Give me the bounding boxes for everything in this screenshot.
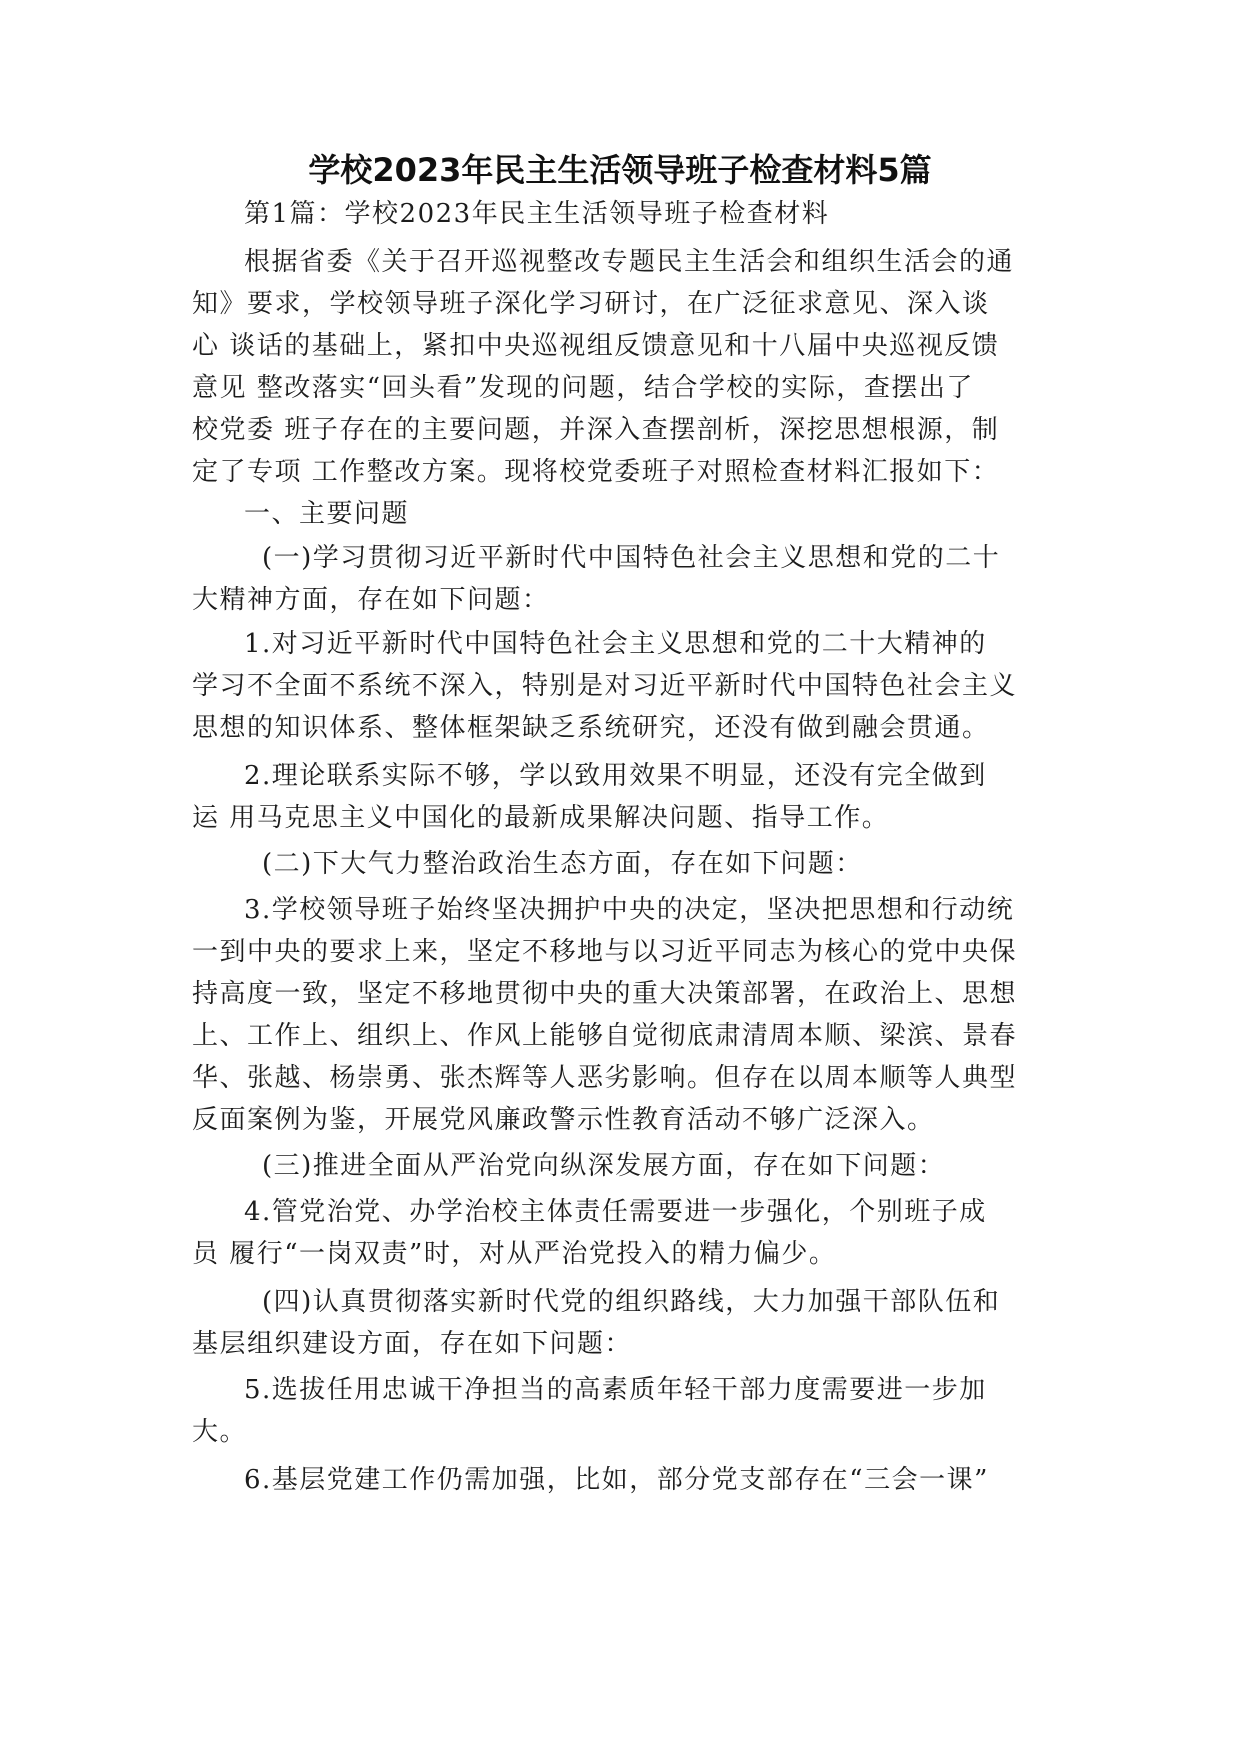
paragraph-line: 3.学校领导班子始终坚决拥护中央的决定，坚决把思想和行动统: [244, 895, 1015, 925]
paragraph-line: 华、张越、杨崇勇、张杰辉等人恶劣影响。但存在以周本顺等人典型: [192, 1063, 1018, 1093]
paragraph-line: 运 用马克思主义中国化的最新成果解决问题、指导工作。: [192, 803, 890, 833]
document-title: 学校2023年民主生活领导班子检查材料5篇: [308, 151, 932, 189]
paragraph-line: 反面案例为鉴，开展党风廉政警示性教育活动不够广泛深入。: [192, 1105, 935, 1135]
chapter-heading: 第1篇：学校2023年民主生活领导班子检查材料: [244, 199, 830, 229]
paragraph-line: 知》要求，学校领导班子深化学习研讨，在广泛征求意见、深入谈: [192, 289, 990, 319]
paragraph-line: 6.基层党建工作仍需加强，比如，部分党支部存在“三会一课”: [244, 1465, 989, 1495]
subsection-heading: (二)下大气力整治政治生态方面，存在如下问题：: [262, 849, 863, 879]
paragraph-line: 员 履行“一岗双责”时，对从严治党投入的精力偏少。: [192, 1239, 837, 1269]
paragraph-line: 4.管党治党、办学治校主体责任需要进一步强化，个别班子成: [244, 1197, 987, 1227]
paragraph-line: 大。: [192, 1417, 248, 1447]
paragraph-line: 5.选拔任用忠诚干净担当的高素质年轻干部力度需要进一步加: [244, 1375, 987, 1405]
paragraph-line: 一到中央的要求上来，坚定不移地与以习近平同志为核心的党中央保: [192, 937, 1018, 967]
paragraph-line: 2.理论联系实际不够，学以致用效果不明显，还没有完全做到: [244, 761, 987, 791]
paragraph-line: 定了专项 工作整改方案。现将校党委班子对照检查材料汇报如下：: [192, 457, 1000, 487]
subsection-heading-cont: 基层组织建设方面，存在如下问题：: [192, 1329, 633, 1359]
subsection-heading: (三)推进全面从严治党向纵深发展方面，存在如下问题：: [262, 1151, 946, 1181]
paragraph-line: 持高度一致，坚定不移地贯彻中央的重大决策部署，在政治上、思想: [192, 979, 1018, 1009]
paragraph-line: 意见 整改落实“回头看”发现的问题，结合学校的实际，查摆出了: [192, 373, 974, 403]
paragraph-line: 心 谈话的基础上，紧扣中央巡视组反馈意见和十八届中央巡视反馈: [192, 331, 1000, 361]
subsection-heading-cont: 大精神方面，存在如下问题：: [192, 585, 550, 615]
paragraph-line: 1.对习近平新时代中国特色社会主义思想和党的二十大精神的: [244, 629, 987, 659]
paragraph-line: 校党委 班子存在的主要问题，并深入查摆剖析，深挖思想根源，制: [192, 415, 1000, 445]
section-heading: 一、主要问题: [244, 499, 410, 529]
paragraph-line: 上、工作上、组织上、作风上能够自觉彻底肃清周本顺、梁滨、景春: [192, 1021, 1018, 1051]
subsection-heading: (一)学习贯彻习近平新时代中国特色社会主义思想和党的二十: [262, 543, 1001, 573]
paragraph-line: 学习不全面不系统不深入，特别是对习近平新时代中国特色社会主义: [192, 671, 1018, 701]
paragraph-line: 根据省委《关于召开巡视整改专题民主生活会和组织生活会的通: [244, 247, 1015, 277]
subsection-heading: (四)认真贯彻落实新时代党的组织路线，大力加强干部队伍和: [262, 1287, 1001, 1317]
paragraph-line: 思想的知识体系、整体框架缺乏系统研究，还没有做到融会贯通。: [192, 713, 990, 743]
